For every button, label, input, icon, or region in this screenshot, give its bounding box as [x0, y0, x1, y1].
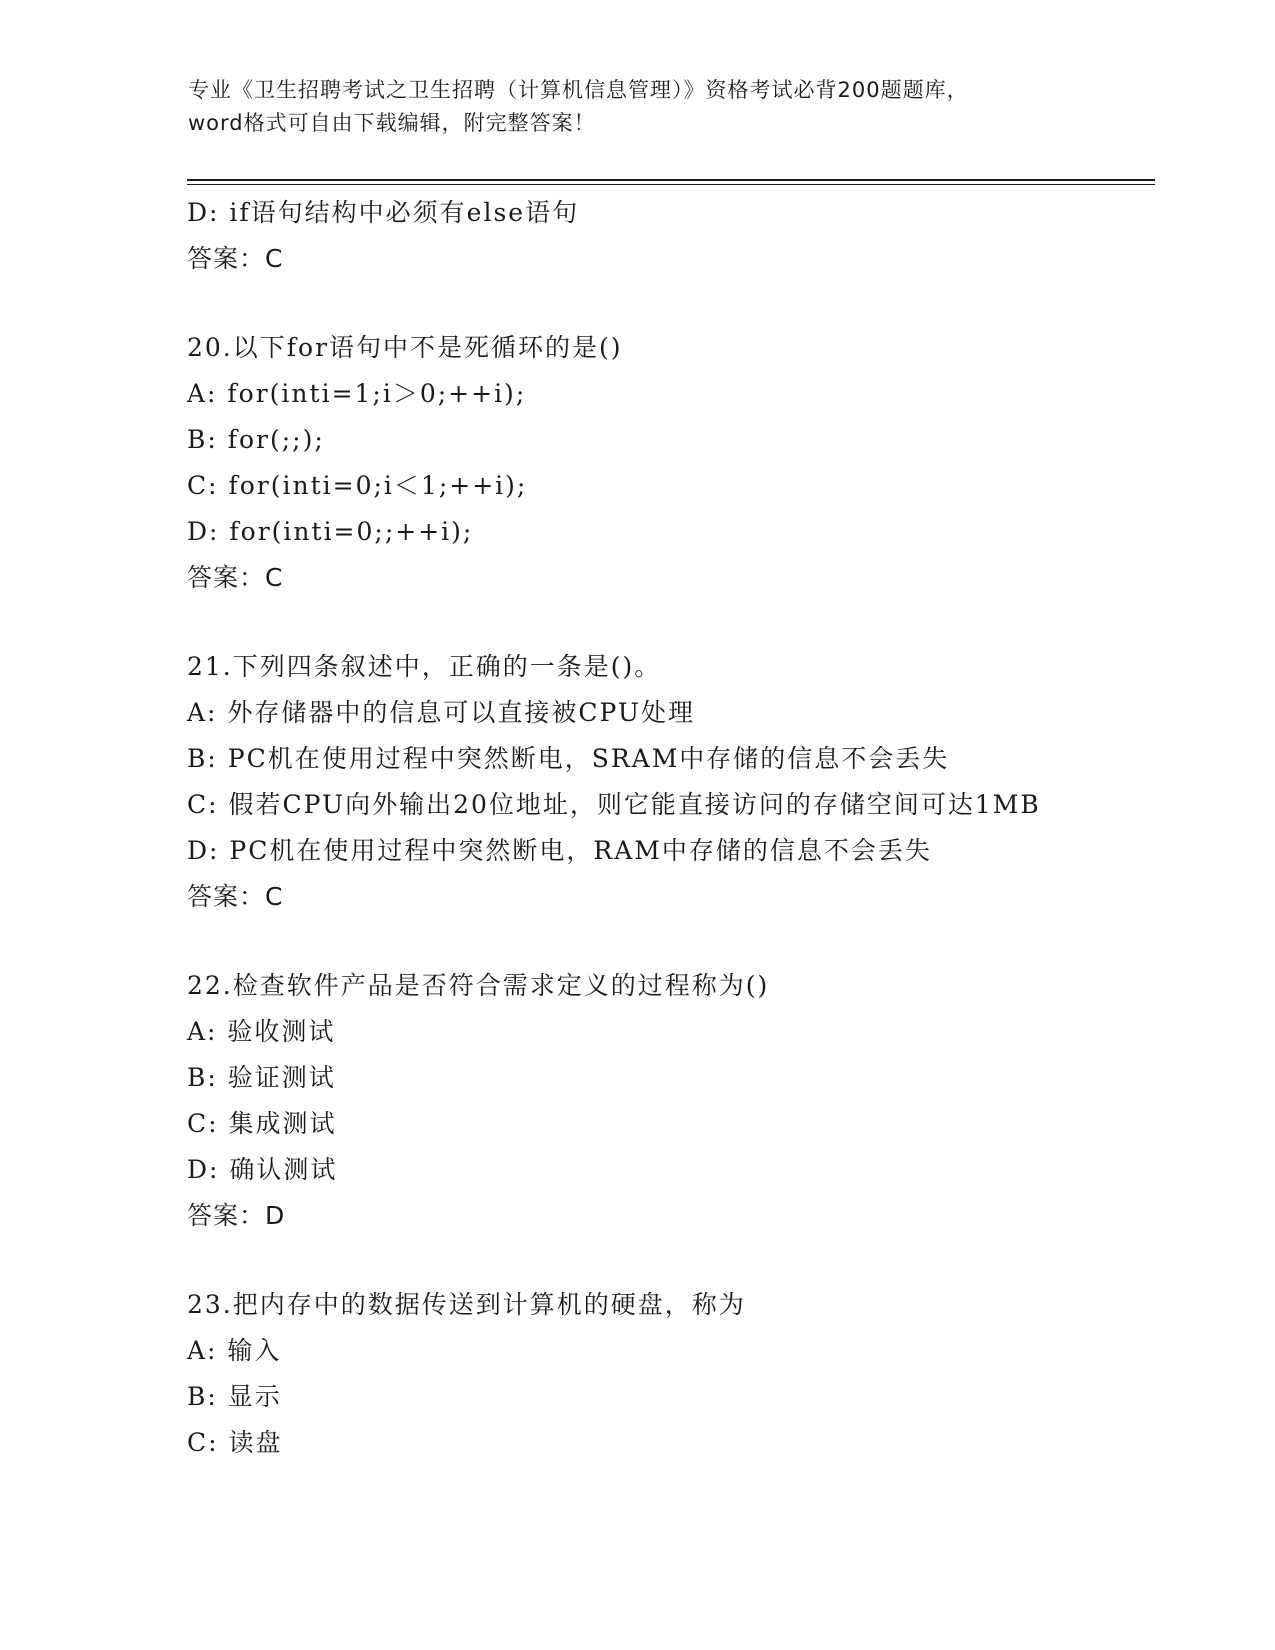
option-a: A: 外存储器中的信息可以直接被CPU处理 — [187, 698, 696, 727]
spacer — [187, 920, 1187, 963]
option-a: A: 验收测试 — [187, 1017, 336, 1046]
option-b: B: PC机在使用过程中突然断电，SRAM中存储的信息不会丢失 — [187, 744, 950, 773]
option-b: B: for(;;); — [187, 425, 325, 454]
spacer — [187, 1239, 1187, 1282]
option-d: D: for(inti=0;;++i); — [187, 517, 474, 546]
option-c: C: 集成测试 — [187, 1109, 337, 1138]
question-text: 23.把内存中的数据传送到计算机的硬盘，称为 — [187, 1290, 746, 1319]
question-text: 20.以下for语句中不是死循环的是() — [187, 333, 623, 362]
header-title-line-1: 专业《卫生招聘考试之卫生招聘（计算机信息管理）》资格考试必背200题题库， — [188, 78, 969, 102]
option-c: C: 假若CPU向外输出20位地址，则它能直接访问的存储空间可达1MB — [187, 790, 1041, 819]
option-a: A: for(inti=1;i＞0;++i); — [187, 379, 527, 408]
question-text: 21.下列四条叙述中，正确的一条是()。 — [187, 652, 662, 681]
answer-label: 答案：C — [187, 244, 284, 273]
answer-label: 答案：C — [187, 563, 284, 592]
question-21 — [187, 644, 1187, 920]
spacer — [187, 282, 1187, 325]
answer-label: 答案：C — [187, 882, 284, 911]
option-c: C: 读盘 — [187, 1428, 283, 1457]
option-d: D: 确认测试 — [187, 1155, 338, 1184]
option-a: A: 输入 — [187, 1336, 282, 1365]
option-b: B: 验证测试 — [187, 1063, 336, 1092]
option-d: D: PC机在使用过程中突然断电，RAM中存储的信息不会丢失 — [187, 836, 932, 865]
header-divider-thin — [187, 184, 1155, 185]
option-d: D: if语句结构中必须有else语句 — [187, 198, 580, 227]
question-23 — [187, 1282, 1187, 1466]
document-header — [188, 74, 1088, 140]
question-text: 22.检查软件产品是否符合需求定义的过程称为() — [187, 971, 770, 1000]
header-divider-thick — [187, 179, 1155, 181]
question-22 — [187, 963, 1187, 1239]
option-c: C: for(inti=0;i＜1;++i); — [187, 471, 528, 500]
spacer — [187, 601, 1187, 644]
question-list — [187, 190, 1187, 1466]
header-title-line-2: word格式可自由下载编辑，附完整答案！ — [188, 111, 596, 135]
option-b: B: 显示 — [187, 1382, 282, 1411]
question-19-tail — [187, 190, 1187, 282]
answer-label: 答案：D — [187, 1201, 286, 1230]
question-20 — [187, 325, 1187, 601]
